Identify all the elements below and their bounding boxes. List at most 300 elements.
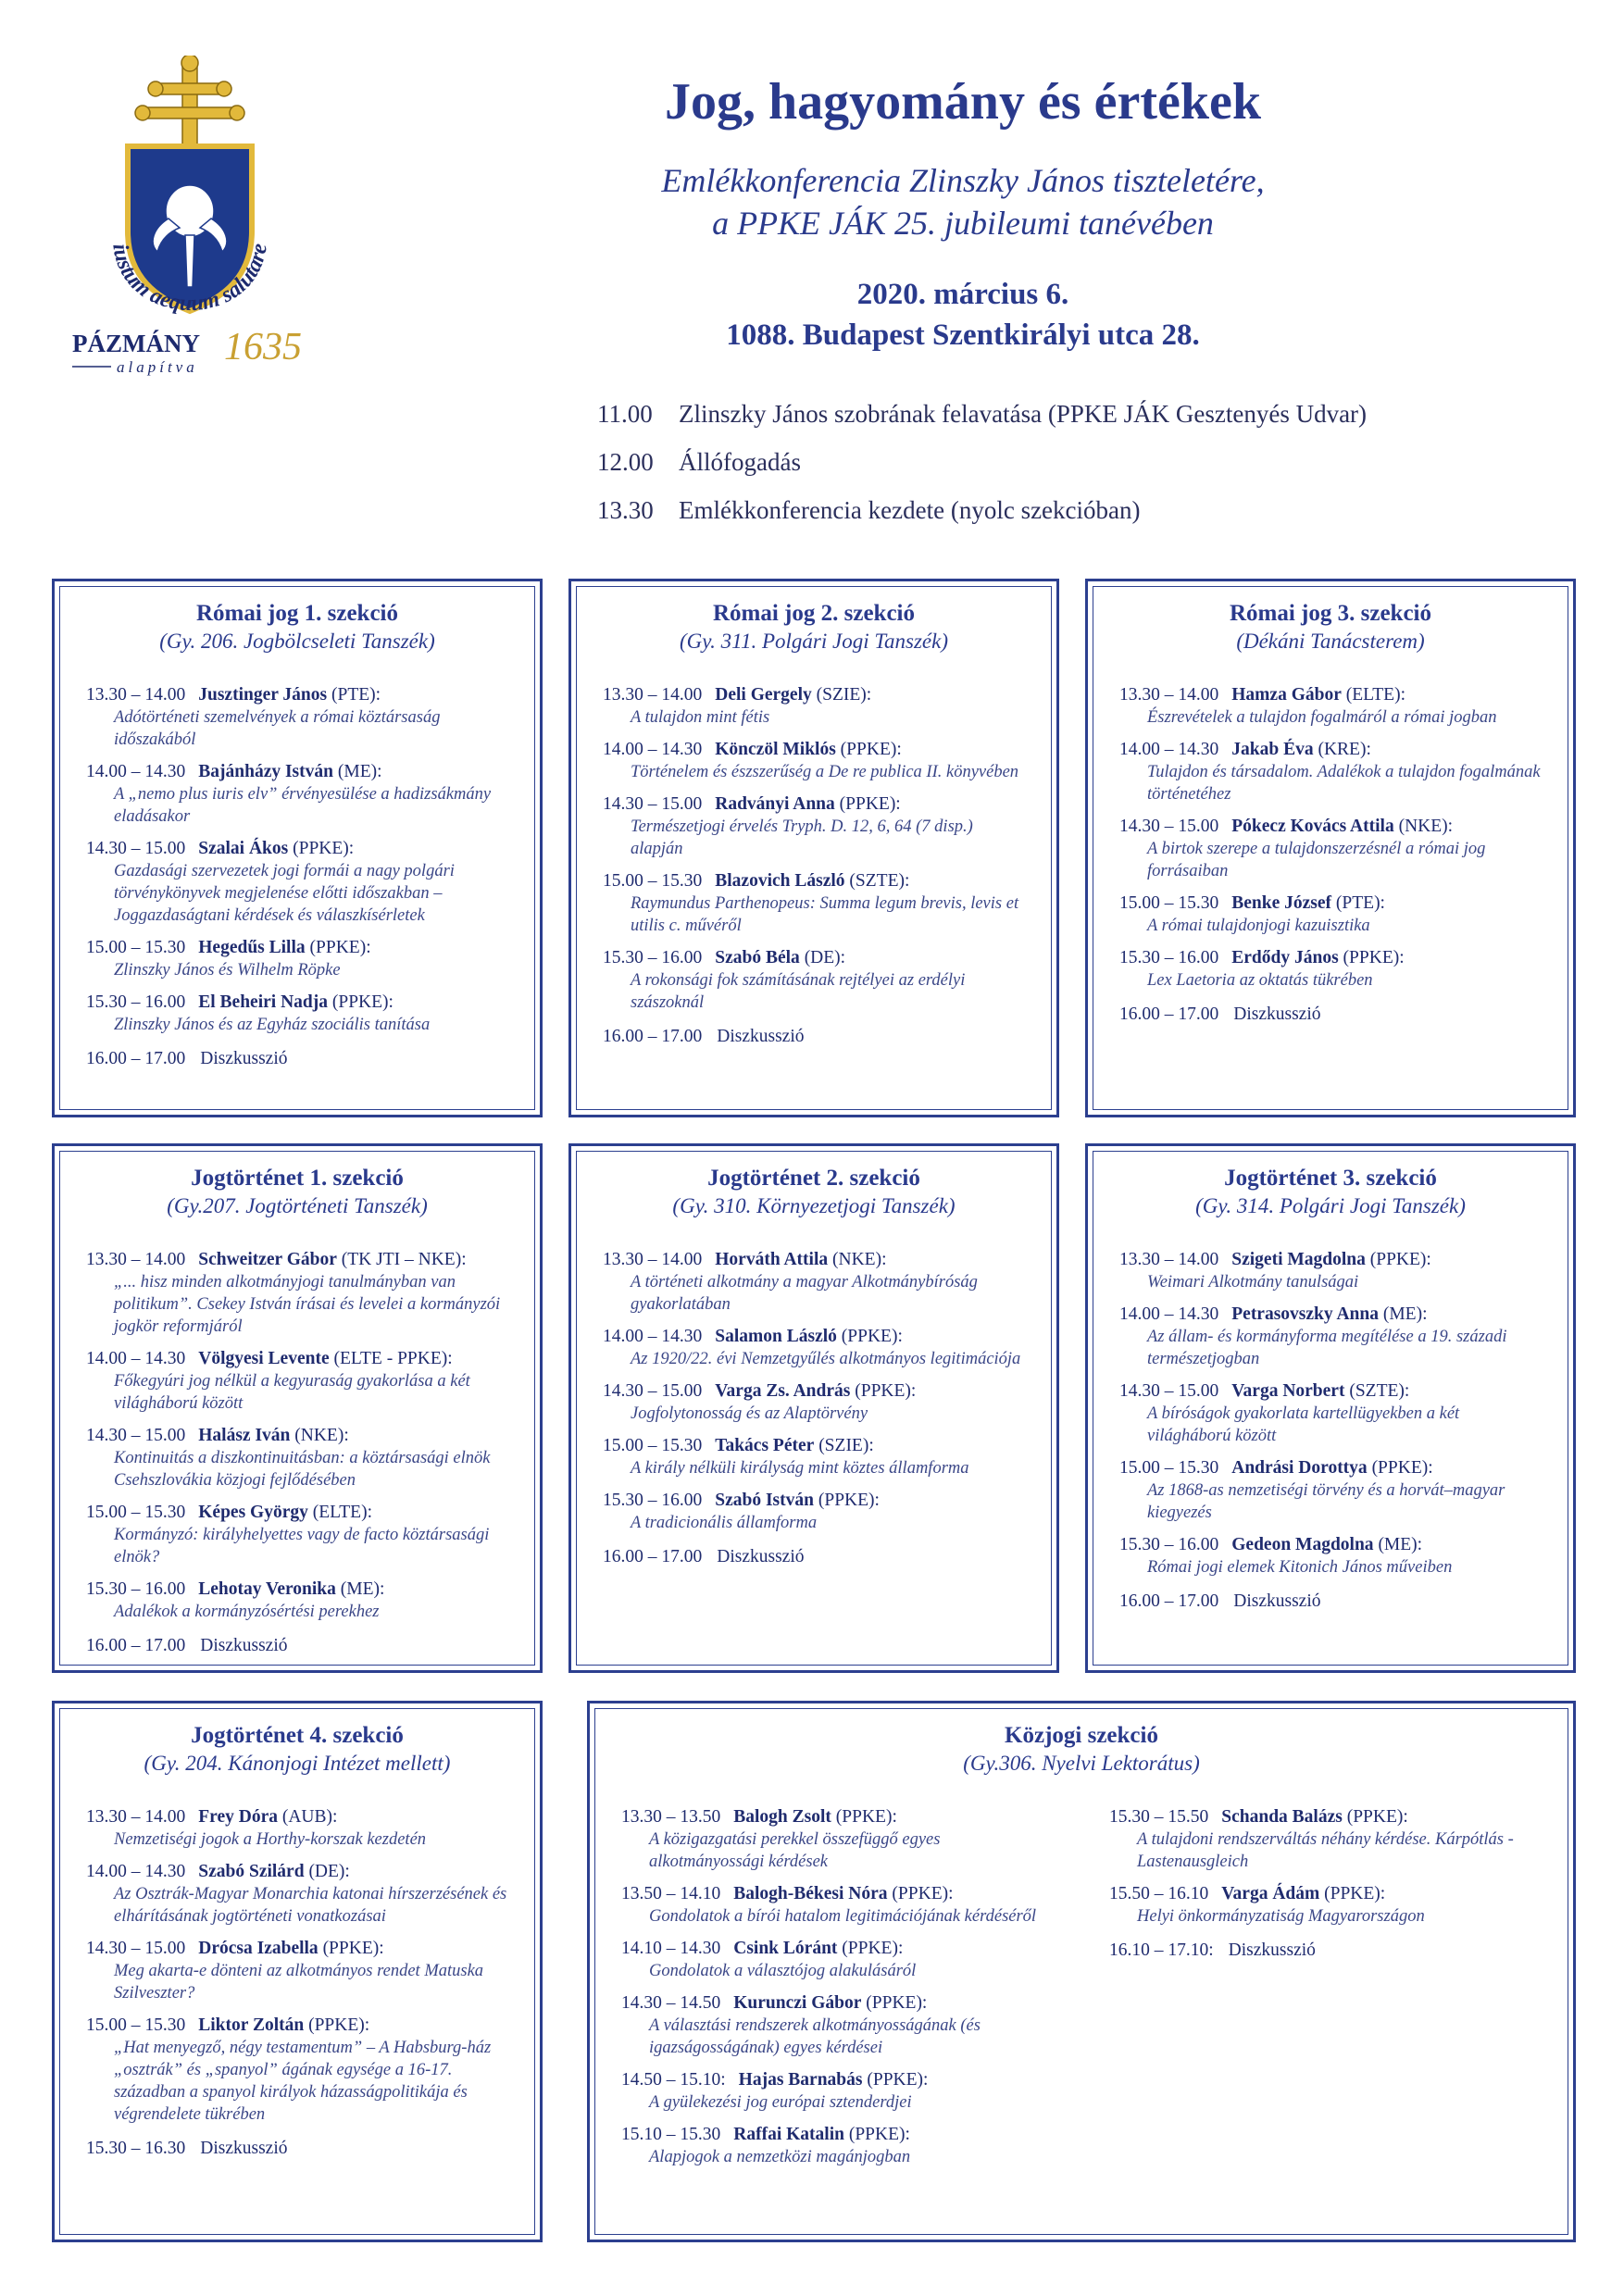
discussion-label: Diszkusszió bbox=[200, 2139, 288, 2158]
talk-item bbox=[86, 1578, 508, 1623]
talk-title: Weimari Alkotmány tanulságai bbox=[1147, 1273, 1359, 1292]
section-romai-jog-1 bbox=[52, 579, 543, 1117]
talk-header bbox=[1119, 683, 1542, 706]
page-subtitle bbox=[518, 159, 1407, 244]
talk-item bbox=[86, 1424, 508, 1491]
talk-time: 13.30 – 14.00 bbox=[1119, 685, 1219, 705]
talk-time: 15.00 – 15.30 bbox=[86, 938, 186, 957]
talk-time: 14.30 – 15.00 bbox=[603, 1381, 703, 1401]
talk-title: Zlinszky János és Wilhelm Röpke bbox=[114, 961, 341, 980]
talk-item bbox=[603, 1379, 1025, 1425]
speaker-name: Takács Péter bbox=[715, 1436, 815, 1455]
speaker-name: Schanda Balázs bbox=[1221, 1807, 1343, 1827]
speaker-name: Frey Dóra bbox=[198, 1807, 278, 1827]
speaker-name: Blazovich László bbox=[715, 871, 845, 891]
talk-title: Kormányzó: királyhelyettes vagy de facto köztársasági elnök? bbox=[114, 1526, 490, 1566]
talk-item bbox=[1119, 683, 1542, 729]
talk-header bbox=[621, 2068, 1054, 2091]
talk-item bbox=[1119, 815, 1542, 882]
talk-item bbox=[1119, 1248, 1542, 1293]
discussion-row bbox=[603, 1547, 1025, 1567]
speaker-name: Varga Ádám bbox=[1221, 1884, 1320, 1903]
section-title: Közjogi szekció bbox=[1005, 1723, 1158, 1748]
section-room: (Gy. 206. Jogbölcseleti Tanszék) bbox=[159, 630, 435, 653]
discussion-time: 16.00 – 17.00 bbox=[86, 1049, 186, 1068]
speaker-affiliation: (NKE): bbox=[1393, 817, 1454, 836]
talk-time: 15.30 – 16.00 bbox=[1119, 1535, 1219, 1554]
talk-item bbox=[621, 1937, 1054, 1982]
speaker-name: Képes György bbox=[198, 1503, 308, 1522]
talk-title: A birtok szerepe a tulajdonszerzésnél a római jog forrásaiban bbox=[1147, 840, 1486, 880]
speaker-affiliation: (PPKE): bbox=[1367, 1458, 1433, 1478]
talk-title: Tulajdon és társadalom. Adalékok a tulajdon fogalmának történetéhez bbox=[1147, 763, 1541, 804]
talk-header bbox=[86, 1860, 508, 1883]
speaker-affiliation: (AUB): bbox=[277, 1807, 338, 1827]
talk-header bbox=[621, 1882, 1054, 1905]
speaker-affiliation: (PPKE): bbox=[834, 794, 901, 814]
talk-time: 14.00 – 14.30 bbox=[86, 1349, 186, 1368]
speaker-affiliation: (ELTE): bbox=[1341, 685, 1405, 705]
talk-time: 14.00 – 14.30 bbox=[86, 762, 186, 781]
speaker-name: Szalai Ákos bbox=[198, 839, 289, 858]
talk-time: 14.00 – 14.30 bbox=[86, 1862, 186, 1881]
talk-title: „... hisz minden alkotmányjogi tanulmányban van politikum”. Csekey István írásai és levelei a kormányzói jogkör reformjáról bbox=[114, 1273, 501, 1336]
speaker-affiliation: (ELTE - PPKE): bbox=[329, 1349, 453, 1368]
speaker-name: Halász Iván bbox=[198, 1426, 291, 1445]
program-item bbox=[597, 494, 1367, 526]
talk-item bbox=[603, 1248, 1025, 1316]
speaker-affiliation: (PPKE): bbox=[1365, 1250, 1431, 1269]
talk-time: 13.30 – 13.50 bbox=[621, 1807, 721, 1827]
talk-time: 15.30 – 16.00 bbox=[86, 1579, 186, 1599]
program-text: Állófogadás bbox=[679, 448, 801, 476]
talk-time: 15.00 – 15.30 bbox=[1119, 893, 1219, 913]
speaker-name: Hegedűs Lilla bbox=[198, 938, 306, 957]
speaker-affiliation: (PPKE): bbox=[836, 1327, 903, 1346]
speaker-name: Hamza Gábor bbox=[1231, 685, 1342, 705]
section-jogtortenet-4 bbox=[52, 1701, 543, 2242]
talk-item bbox=[621, 2068, 1054, 2114]
talk-header bbox=[86, 1501, 508, 1524]
speaker-name: Raffai Katalin bbox=[733, 2125, 844, 2144]
event-date: 2020. március 6. bbox=[856, 278, 1069, 311]
talk-time: 14.30 – 15.00 bbox=[86, 1939, 186, 1958]
talk-header bbox=[603, 683, 1025, 706]
talk-header bbox=[86, 991, 508, 1014]
speaker-affiliation: (SZTE): bbox=[1344, 1381, 1410, 1401]
talk-item bbox=[603, 683, 1025, 729]
speaker-affiliation: (SZIE): bbox=[814, 1436, 874, 1455]
talk-time: 15.00 – 15.30 bbox=[86, 2015, 186, 2035]
talk-time: 14.10 – 14.30 bbox=[621, 1939, 721, 1958]
section-title: Római jog 3. szekció bbox=[1229, 601, 1432, 626]
talk-item bbox=[603, 1434, 1025, 1479]
speaker-affiliation: (PPKE): bbox=[887, 1884, 954, 1903]
speaker-name: Balogh-Békesi Nóra bbox=[733, 1884, 888, 1903]
talk-item bbox=[1109, 1805, 1542, 1873]
talk-title: Az 1868-as nemzetiségi törvény és a horvát–magyar kiegyezés bbox=[1147, 1481, 1505, 1522]
section-room: (Gy. 311. Polgári Jogi Tanszék) bbox=[679, 630, 949, 653]
talk-header bbox=[603, 792, 1025, 816]
talk-time: 14.00 – 14.30 bbox=[603, 1327, 703, 1346]
talk-time: 14.30 – 15.00 bbox=[1119, 1381, 1219, 1401]
section-room: (Dékáni Tanácsterem) bbox=[1236, 630, 1425, 653]
speaker-name: Liktor Zoltán bbox=[198, 2015, 305, 2035]
talk-item bbox=[621, 2123, 1054, 2168]
section-title: Jogtörténet 3. szekció bbox=[1224, 1166, 1437, 1191]
discussion-label: Diszkusszió bbox=[717, 1027, 805, 1046]
speaker-name: Szabó Béla bbox=[715, 948, 800, 967]
pazmany-logo bbox=[65, 56, 315, 389]
talk-item bbox=[603, 1325, 1025, 1370]
speaker-affiliation: (PPKE): bbox=[837, 1939, 904, 1958]
speaker-name: Hajas Barnabás bbox=[738, 2070, 863, 2090]
talk-title: Adalékok a kormányzósértési perekhez bbox=[114, 1603, 380, 1621]
speaker-affiliation: (TK JTI – NKE): bbox=[336, 1250, 467, 1269]
talk-time: 13.30 – 14.00 bbox=[86, 1807, 186, 1827]
speaker-affiliation: (KRE): bbox=[1313, 740, 1371, 759]
speaker-affiliation: (PPKE): bbox=[862, 2070, 929, 2090]
talk-title: Helyi önkormányzatiság Magyarországon bbox=[1137, 1907, 1425, 1926]
cross-icon bbox=[135, 56, 244, 144]
talk-title: A király nélküli királyság mint köztes államforma bbox=[631, 1459, 969, 1478]
talk-time: 14.30 – 15.00 bbox=[603, 794, 703, 814]
talk-item bbox=[1109, 1882, 1542, 1928]
talk-time: 13.30 – 14.00 bbox=[603, 1250, 703, 1269]
talk-item bbox=[86, 1805, 508, 1851]
talk-item bbox=[86, 760, 508, 828]
section-jogtortenet-1 bbox=[52, 1143, 543, 1673]
event-date-block bbox=[518, 274, 1407, 356]
talk-item bbox=[86, 936, 508, 981]
talk-header bbox=[603, 1248, 1025, 1271]
talk-item bbox=[86, 2014, 508, 2126]
talk-time: 15.50 – 16.10 bbox=[1109, 1884, 1209, 1903]
talk-title: Kontinuitás a diszkontinuitásban: a köztársasági elnök Csehszlovákia közjogi fejlődésében bbox=[114, 1449, 491, 1490]
discussion-row bbox=[86, 1636, 508, 1656]
speaker-name: Drócsa Izabella bbox=[198, 1939, 319, 1958]
discussion-row bbox=[1109, 1940, 1542, 1961]
subtitle-line-2: a PPKE JÁK 25. jubileumi tanévében bbox=[712, 205, 1214, 242]
discussion-label: Diszkusszió bbox=[200, 1049, 288, 1068]
section-room: (Gy. 310. Környezetjogi Tanszék) bbox=[672, 1194, 956, 1217]
logo-brand: PÁZMÁNY bbox=[72, 330, 200, 357]
speaker-name: Jakab Éva bbox=[1231, 740, 1314, 759]
discussion-row bbox=[86, 1049, 508, 1069]
talk-title: A tulajdon mint fétis bbox=[631, 708, 770, 727]
talk-title: Zlinszky János és az Egyház szociális tanítása bbox=[114, 1016, 431, 1034]
talk-title: Történelem és észszerűség a De re publica II. könyvében bbox=[631, 763, 1019, 781]
program-time: 11.00 bbox=[597, 400, 653, 428]
talk-time: 13.30 – 14.00 bbox=[603, 685, 703, 705]
program-list bbox=[597, 398, 1367, 543]
speaker-name: Petrasovszky Anna bbox=[1231, 1304, 1379, 1324]
speaker-name: Salamon László bbox=[715, 1327, 837, 1346]
talk-time: 15.00 – 15.30 bbox=[86, 1503, 186, 1522]
talk-header bbox=[603, 1489, 1025, 1512]
talk-header bbox=[86, 1424, 508, 1447]
talk-header bbox=[86, 936, 508, 959]
talk-item bbox=[86, 683, 508, 751]
discussion-time: 16.00 – 17.00 bbox=[603, 1027, 703, 1046]
talk-time: 14.30 – 15.00 bbox=[1119, 817, 1219, 836]
talk-title: Gazdasági szervezetek jogi formái a nagy polgári törvénykönyvek megjelenése előtti időszakban – Joggazdaságtani kérdések és válaszkísérletek bbox=[114, 862, 455, 925]
speaker-affiliation: (NKE): bbox=[290, 1426, 349, 1445]
speaker-affiliation: (PPKE): bbox=[831, 1807, 897, 1827]
talk-time: 14.00 – 14.30 bbox=[1119, 1304, 1219, 1324]
talk-item bbox=[1119, 892, 1542, 937]
talk-header bbox=[621, 1991, 1054, 2015]
speaker-affiliation: (ME): bbox=[1378, 1304, 1428, 1324]
talk-item bbox=[86, 1860, 508, 1928]
logo-year: 1635 bbox=[224, 326, 302, 368]
speaker-name: Benke József bbox=[1231, 893, 1332, 913]
speaker-name: Jusztinger János bbox=[198, 685, 328, 705]
talk-item bbox=[603, 792, 1025, 860]
speaker-name: Deli Gergely bbox=[715, 685, 812, 705]
speaker-affiliation: (ELTE): bbox=[307, 1503, 372, 1522]
talk-item bbox=[1119, 1533, 1542, 1578]
speaker-name: Horváth Attila bbox=[715, 1250, 829, 1269]
talk-title: Meg akarta-e dönteni az alkotmányos rendet Matuska Szilveszter? bbox=[114, 1962, 484, 2003]
discussion-label: Diszkusszió bbox=[1233, 1591, 1321, 1611]
talk-header bbox=[621, 1937, 1054, 1960]
speaker-name: Balogh Zsolt bbox=[733, 1807, 831, 1827]
speaker-name: Varga Zs. András bbox=[715, 1381, 851, 1401]
talk-header bbox=[86, 1578, 508, 1601]
talk-title: A közigazgatási perekkel összefüggő egyes alkotmányossági kérdések bbox=[649, 1830, 941, 1871]
program-item bbox=[597, 398, 1367, 430]
talk-item bbox=[86, 1501, 508, 1568]
speaker-affiliation: (PPKE): bbox=[305, 938, 371, 957]
speaker-affiliation: (DE): bbox=[799, 948, 846, 967]
talk-header bbox=[1109, 1882, 1542, 1905]
program-text: Emlékkonferencia kezdete (nyolc szekcióban) bbox=[679, 496, 1141, 524]
section-title: Római jog 1. szekció bbox=[195, 601, 399, 626]
talk-item bbox=[1119, 1303, 1542, 1370]
talk-title: Gondolatok a bírói hatalom legitimációjának kérdéséről bbox=[649, 1907, 1037, 1926]
talk-time: 15.00 – 15.30 bbox=[1119, 1458, 1219, 1478]
talk-item bbox=[86, 991, 508, 1036]
talk-time: 14.00 – 14.30 bbox=[603, 740, 703, 759]
speaker-name: Pókecz Kovács Attila bbox=[1231, 817, 1394, 836]
talk-title: Gondolatok a választójog alakulásáról bbox=[649, 1962, 917, 1980]
discussion-label: Diszkusszió bbox=[717, 1547, 805, 1566]
talk-time: 14.30 – 14.50 bbox=[621, 1993, 721, 2013]
talk-header bbox=[1119, 1456, 1542, 1479]
talk-title: Adótörténeti szemelvények a római köztársaság időszakából bbox=[114, 708, 441, 749]
talk-title: Az 1920/22. évi Nemzetgyűlés alkotmányos legitimációja bbox=[631, 1350, 1021, 1368]
discussion-label: Diszkusszió bbox=[200, 1636, 288, 1655]
page-title: Jog, hagyomány és értékek bbox=[665, 73, 1261, 131]
logo-founded: alapítva bbox=[117, 358, 198, 376]
talk-item bbox=[1119, 946, 1542, 992]
talk-title: A választási rendszerek alkotmányosságának (és igazságosságának) egyes kérdései bbox=[649, 2016, 981, 2057]
talk-header bbox=[1119, 1248, 1542, 1271]
talk-title: A rokonsági fok számításának rejtélyei az erdélyi szászoknál bbox=[631, 971, 966, 1012]
talk-header bbox=[1119, 1533, 1542, 1556]
talk-header bbox=[1119, 815, 1542, 838]
speaker-affiliation: (PTE): bbox=[327, 685, 381, 705]
speaker-name: Erdődy János bbox=[1231, 948, 1339, 967]
program-time: 13.30 bbox=[597, 496, 654, 524]
talk-header bbox=[603, 1325, 1025, 1348]
section-room: (Gy.306. Nyelvi Lektorátus) bbox=[963, 1752, 1200, 1775]
talk-header bbox=[86, 1248, 508, 1271]
talk-title: A tradicionális államforma bbox=[631, 1514, 818, 1532]
speaker-affiliation: (PPKE): bbox=[1338, 948, 1405, 967]
speaker-affiliation: (SZTE): bbox=[844, 871, 910, 891]
talk-item bbox=[1119, 738, 1542, 805]
talk-header bbox=[603, 1434, 1025, 1457]
speaker-affiliation: (PTE): bbox=[1331, 893, 1385, 913]
section-title: Jogtörténet 1. szekció bbox=[191, 1166, 404, 1191]
section-title: Jogtörténet 4. szekció bbox=[191, 1723, 404, 1748]
talk-time: 15.30 – 16.00 bbox=[603, 1491, 703, 1510]
talk-item bbox=[603, 1489, 1025, 1534]
talk-time: 15.00 – 15.30 bbox=[603, 871, 703, 891]
talk-header bbox=[1119, 1379, 1542, 1403]
talk-item bbox=[621, 1991, 1054, 2059]
discussion-time: 16.00 – 17.00 bbox=[86, 1636, 186, 1655]
speaker-affiliation: (PPKE): bbox=[304, 2015, 370, 2035]
talk-item bbox=[603, 738, 1025, 783]
speaker-name: Radványi Anna bbox=[715, 794, 835, 814]
logo-motto: iustum aequum salutare bbox=[107, 242, 272, 317]
talk-title: A történeti alkotmány a magyar Alkotmánybíróság gyakorlatában bbox=[631, 1273, 978, 1314]
speaker-name: Szigeti Magdolna bbox=[1231, 1250, 1366, 1269]
talk-header bbox=[603, 869, 1025, 892]
speaker-affiliation: (NKE): bbox=[828, 1250, 887, 1269]
speaker-affiliation: (PPKE): bbox=[1342, 1807, 1408, 1827]
speaker-name: Lehotay Veronika bbox=[198, 1579, 336, 1599]
talk-title: A gyülekezési jog európai sztenderdjei bbox=[649, 2093, 912, 2112]
section-title: Jogtörténet 2. szekció bbox=[707, 1166, 920, 1191]
talk-title: Nemzetiségi jogok a Horthy-korszak kezdetén bbox=[114, 1830, 427, 1849]
talk-item bbox=[621, 1882, 1054, 1928]
talk-header bbox=[86, 1805, 508, 1828]
speaker-affiliation: (PPKE): bbox=[328, 992, 394, 1012]
talk-header bbox=[621, 2123, 1054, 2146]
talk-header bbox=[86, 2014, 508, 2037]
talk-header bbox=[1119, 946, 1542, 969]
section-room: (Gy. 204. Kánonjogi Intézet mellett) bbox=[144, 1752, 451, 1775]
talk-item bbox=[621, 1805, 1054, 1873]
talk-time: 15.30 – 16.00 bbox=[1119, 948, 1219, 967]
section-jogtortenet-2 bbox=[568, 1143, 1059, 1673]
talk-time: 15.00 – 15.30 bbox=[603, 1436, 703, 1455]
discussion-row bbox=[1119, 1004, 1542, 1025]
speaker-affiliation: (PPKE): bbox=[850, 1381, 917, 1401]
section-room: (Gy. 314. Polgári Jogi Tanszék) bbox=[1195, 1194, 1466, 1217]
talk-header bbox=[1109, 1805, 1542, 1828]
talk-header bbox=[603, 1379, 1025, 1403]
talk-header bbox=[603, 738, 1025, 761]
speaker-name: Gedeon Magdolna bbox=[1231, 1535, 1374, 1554]
talk-title: Jogfolytonosság és az Alaptörvény bbox=[631, 1404, 868, 1423]
program-time: 12.00 bbox=[597, 448, 654, 476]
talk-header bbox=[86, 1937, 508, 1960]
talk-title: Alapjogok a nemzetközi magánjogban bbox=[649, 2148, 911, 2166]
talk-item bbox=[1119, 1379, 1542, 1447]
speaker-name: Szabó István bbox=[715, 1491, 814, 1510]
speaker-name: Szabó Szilárd bbox=[198, 1862, 305, 1881]
subtitle-line-1: Emlékkonferencia Zlinszky János tiszteletére, bbox=[661, 162, 1265, 199]
speaker-name: Völgyesi Levente bbox=[198, 1349, 330, 1368]
talk-title: Természetjogi érvelés Tryph. D. 12, 6, 64 (7 disp.) alapján bbox=[631, 817, 973, 858]
talk-title: Észrevételek a tulajdon fogalmáról a római jogban bbox=[1147, 708, 1497, 727]
section-room: (Gy.207. Jogtörténeti Tanszék) bbox=[167, 1194, 428, 1217]
speaker-name: Kurunczi Gábor bbox=[733, 1993, 862, 2013]
talk-title: A bíróságok gyakorlata kartellügyekben a két világháború között bbox=[1147, 1404, 1460, 1445]
talk-header bbox=[86, 837, 508, 860]
talk-header bbox=[1119, 738, 1542, 761]
talk-header bbox=[86, 1347, 508, 1370]
event-address: 1088. Budapest Szentkirályi utca 28. bbox=[726, 318, 1200, 352]
discussion-time: 16.00 – 17.00 bbox=[1119, 1591, 1219, 1611]
talk-title: Az Osztrák-Magyar Monarchia katonai hírszerzésének és elhárításának jogtörténeti vonatkozásai bbox=[114, 1885, 507, 1926]
talk-header bbox=[86, 760, 508, 783]
talk-title: Lex Laetoria az oktatás tükrében bbox=[1147, 971, 1373, 990]
speaker-affiliation: (PPKE): bbox=[814, 1491, 880, 1510]
speaker-affiliation: (ME): bbox=[1373, 1535, 1423, 1554]
discussion-time: 16.00 – 17.00 bbox=[603, 1547, 703, 1566]
discussion-label: Diszkusszió bbox=[1233, 1004, 1321, 1024]
talk-time: 13.30 – 14.00 bbox=[1119, 1250, 1219, 1269]
discussion-row bbox=[603, 1027, 1025, 1047]
section-title: Római jog 2. szekció bbox=[712, 601, 916, 626]
speaker-affiliation: (PPKE): bbox=[288, 839, 355, 858]
speaker-affiliation: (ME): bbox=[333, 762, 382, 781]
speaker-affiliation: (PPKE): bbox=[835, 740, 902, 759]
discussion-time: 15.30 – 16.30 bbox=[86, 2139, 186, 2158]
speaker-affiliation: (DE): bbox=[304, 1862, 350, 1881]
section-romai-jog-2 bbox=[568, 579, 1059, 1117]
speaker-name: Bajánházy István bbox=[198, 762, 333, 781]
speaker-affiliation: (PPKE): bbox=[1319, 1884, 1386, 1903]
speaker-name: Schweitzer Gábor bbox=[198, 1250, 337, 1269]
talk-title: „Hat menyegző, négy testamentum” – A Habsburg-ház „osztrák” és „spanyol” ágának egysége a 16-17. században a spanyol királyok házasságpolitikája és végrendelete tükrében bbox=[114, 2039, 492, 2124]
talk-title: Római jogi elemek Kitonich János műveiben bbox=[1147, 1558, 1453, 1577]
section-romai-jog-3 bbox=[1085, 579, 1576, 1117]
discussion-row bbox=[1119, 1591, 1542, 1612]
section-kozjogi bbox=[587, 1701, 1576, 2242]
speaker-name: Andrási Dorottya bbox=[1231, 1458, 1368, 1478]
talk-item bbox=[603, 869, 1025, 937]
speaker-name: Varga Norbert bbox=[1231, 1381, 1345, 1401]
talk-time: 15.10 – 15.30 bbox=[621, 2125, 721, 2144]
talk-item bbox=[603, 946, 1025, 1014]
talk-time: 14.30 – 15.00 bbox=[86, 1426, 186, 1445]
discussion-time: 16.10 – 17.10: bbox=[1109, 1940, 1214, 1960]
speaker-affiliation: (PPKE): bbox=[318, 1939, 384, 1958]
discussion-label: Diszkusszió bbox=[1228, 1940, 1316, 1960]
talk-time: 14.00 – 14.30 bbox=[1119, 740, 1219, 759]
talk-title: A „nemo plus iuris elv” érvényesülése a hadizsákmány eladásakor bbox=[114, 785, 492, 826]
talk-title: Főkegyúri jog nélkül a kegyuraság gyakorlása a két világháború között bbox=[114, 1372, 470, 1413]
section-columns bbox=[621, 1805, 1542, 2177]
talk-item bbox=[86, 1248, 508, 1338]
speaker-name: Könczöl Miklós bbox=[715, 740, 836, 759]
talk-header bbox=[1119, 892, 1542, 915]
section-jogtortenet-3 bbox=[1085, 1143, 1576, 1673]
column-left bbox=[621, 1805, 1054, 2177]
talk-header bbox=[621, 1805, 1054, 1828]
speaker-name: Csink Lóránt bbox=[733, 1939, 838, 1958]
talk-item bbox=[1119, 1456, 1542, 1524]
speaker-affiliation: (PPKE): bbox=[861, 1993, 928, 2013]
talk-time: 15.30 – 16.00 bbox=[603, 948, 703, 967]
